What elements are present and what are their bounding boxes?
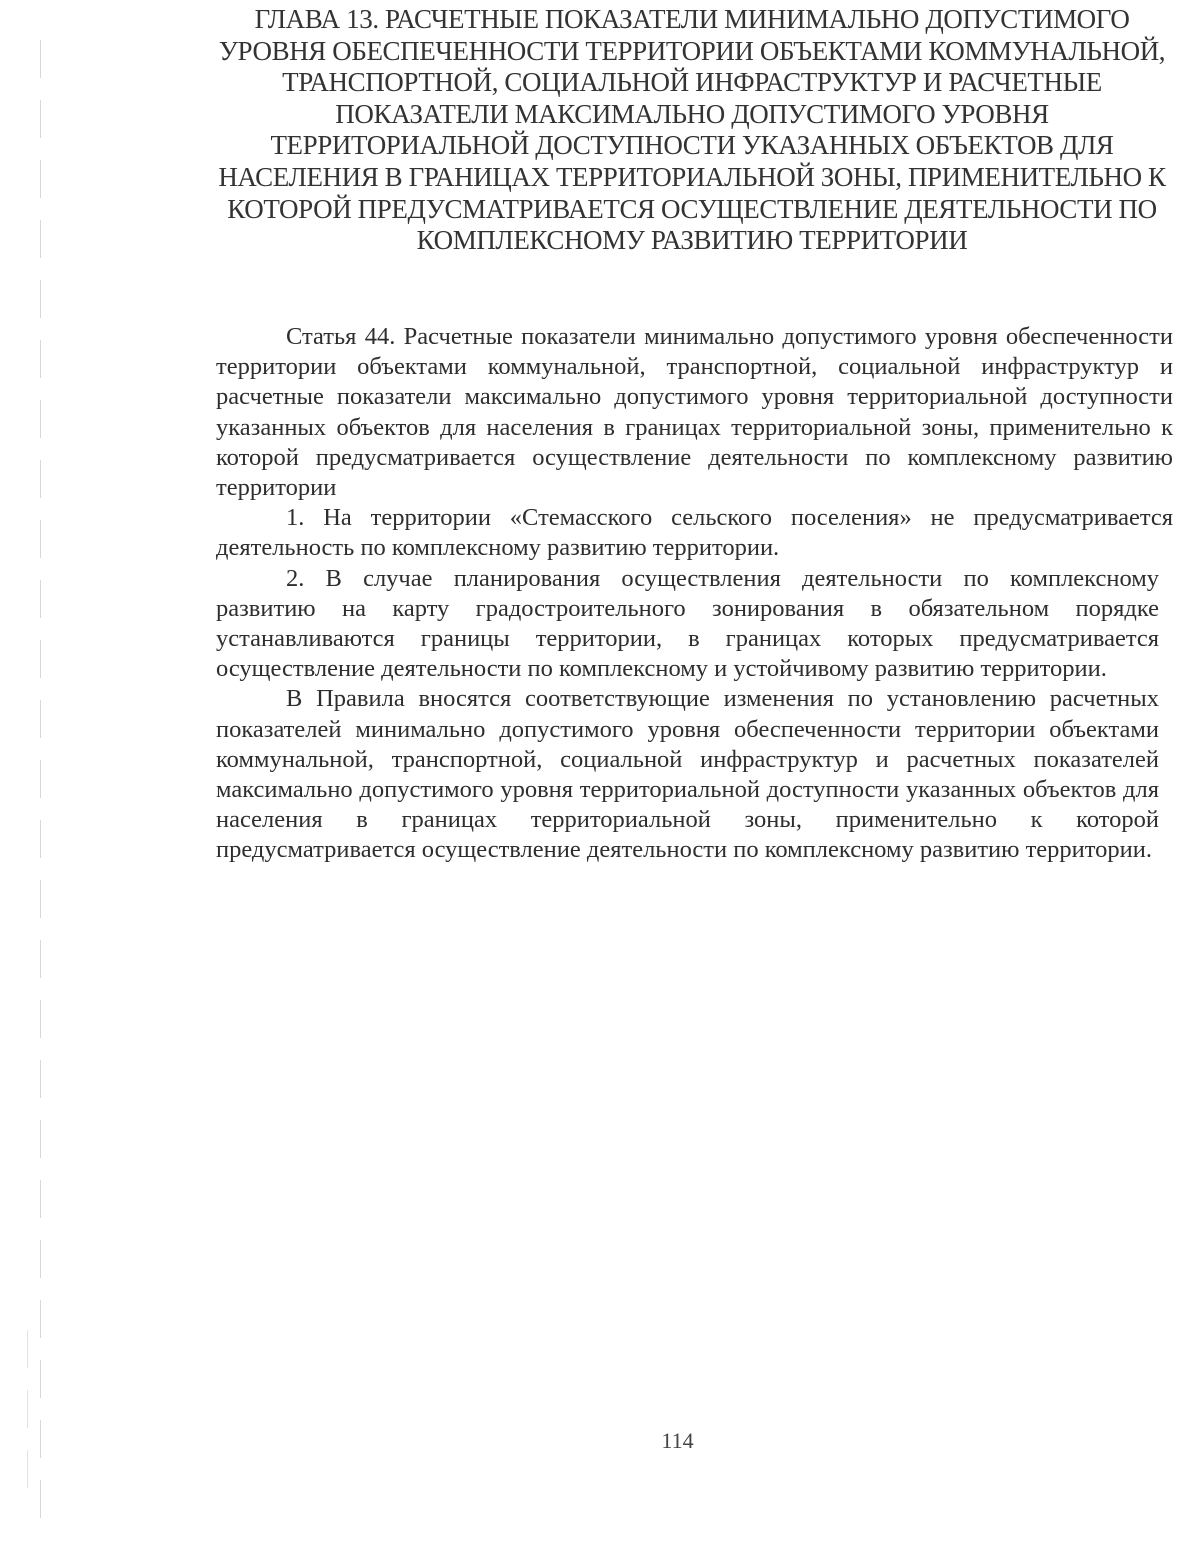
article-item-1: 1. На территории «Стемасского сельского поселения» не предусматривается деятельность по комплексному развитию территории. [216, 504, 1173, 562]
scan-margin-line [40, 40, 41, 1520]
scan-margin-line-lower [27, 1330, 28, 1490]
page-number: 114 [661, 1428, 694, 1453]
article-item-2: 2. В случае планирования осуществления деятельности по комплексному развитию на карту градостроительного зонирования в обязательном порядке устанавливаются границы территории, в границах которых предусматривается осуществление деятельности по комплексному и устойчивому развитию территории. [216, 564, 1159, 683]
article-body [216, 322, 1173, 866]
article-heading: Статья 44. Расчетные показатели минимально допустимого уровня обеспеченности территории объектами коммунальной, транспортной, социальной инфраструктур и расчетные показатели максимально допустимого уровня территориальной доступности указанных объектов для населения в границах территориальной зоны, применительно к которой предусматривается осуществление деятельности по комплексному развитию территории [216, 323, 1173, 502]
chapter-title: ГЛАВА 13. РАСЧЕТНЫЕ ПОКАЗАТЕЛИ МИНИМАЛЬНО ДОПУСТИМОГО УРОВНЯ ОБЕСПЕЧЕННОСТИ ТЕРРИТОРИИ ОБЪЕКТАМИ КОММУНАЛЬНОЙ, ТРАНСПОРТНОЙ, СОЦИАЛЬНОЙ ИНФРАСТРУКТУР И РАСЧЕТНЫЕ ПОКАЗАТЕЛИ МАКСИМАЛЬНО ДОПУСТИМОГО УРОВНЯ ТЕРРИТОРИАЛЬНОЙ ДОСТУПНОСТИ УКАЗАННЫХ ОБЪЕКТОВ ДЛЯ НАСЕЛЕНИЯ В ГРАНИЦАХ ТЕРРИТОРИАЛЬНОЙ ЗОНЫ, ПРИМЕНИТЕЛЬНО К КОТОРОЙ ПРЕДУСМАТРИВАЕТСЯ ОСУЩЕСТВЛЕНИЕ ДЕЯТЕЛЬНОСТИ ПО КОМПЛЕКСНОМУ РАЗВИТИЮ ТЕРРИТОРИИ [218, 4, 1166, 256]
closing-paragraph: В Правила вносятся соответствующие изменения по установлению расчетных показателей минимально допустимого уровня обеспеченности территории объектами коммунальной, транспортной, социальной инфраструктур и расчетных показателей максимально допустимого уровня территориальной доступности указанных объектов для населения в границах территориальной зоны, применительно к которой предусматривается осуществление деятельности по комплексному развитию территории. [216, 685, 1159, 864]
